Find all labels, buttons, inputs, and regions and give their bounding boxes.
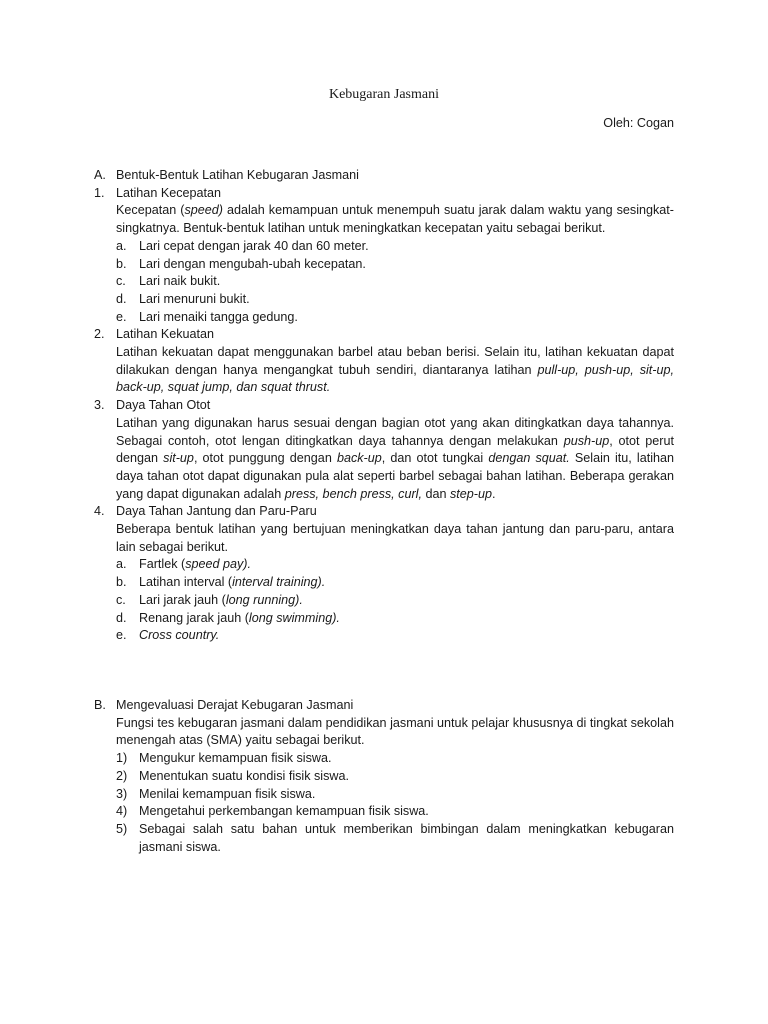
heading-text: Daya Tahan Otot [116, 398, 211, 413]
heading-text: Latihan Kekuatan [116, 327, 215, 342]
text-run: Lari dengan mengubah-ubah kecepatan. [139, 256, 366, 271]
text-run: . [492, 486, 496, 501]
sub-list-text [139, 273, 674, 291]
sub-list-marker: a. [116, 238, 127, 253]
italic-run: long running). [225, 592, 303, 607]
text-run: Menentukan suatu kondisi fisik siswa. [139, 768, 349, 783]
sub-list-marker: c. [116, 274, 126, 289]
sub-list-item [116, 610, 674, 628]
text-run: Kecepatan ( [116, 203, 185, 218]
sub-list-item [116, 803, 674, 821]
section-a-heading [94, 167, 674, 185]
italic-run: sit-up [163, 451, 194, 466]
italic-run: push-up [563, 433, 610, 448]
section-b-paragraph [116, 715, 674, 750]
text-run: Lari menaiki tangga gedung. [139, 309, 298, 324]
sub-list-item [116, 238, 674, 256]
text-run: Sebagai salah satu bahan untuk memberikan bimbingan dalam meningkatkan kebugaran jasmani siswa. [139, 821, 674, 854]
sub-list-text [139, 786, 674, 804]
sub-list-item [116, 273, 674, 291]
text-run: Latihan interval ( [139, 575, 233, 590]
sub-list-marker: 1) [116, 751, 128, 766]
sub-list-text [139, 238, 674, 256]
text-run: Mengetahui perkembangan kemampuan fisik siswa. [139, 804, 429, 819]
sub-list-text [139, 750, 674, 768]
text-run: Lari naik bukit. [139, 274, 221, 289]
text-run: , otot punggung dengan [193, 451, 337, 466]
heading-text: Daya Tahan Jantung dan Paru-Paru [116, 504, 317, 519]
sub-list-marker: b. [116, 256, 127, 271]
sub-list-marker: 5) [116, 821, 128, 836]
sub-list-text [139, 574, 674, 592]
sub-list-item [116, 627, 674, 645]
italic-run: long swimming). [248, 610, 340, 625]
section-b [94, 697, 674, 856]
list-item-1 [94, 185, 674, 203]
text-run: , dan otot tungkai [381, 451, 489, 466]
item-paragraph [116, 202, 674, 237]
sub-list-item [116, 256, 674, 274]
sub-list-marker: c. [116, 592, 126, 607]
sub-list-text [139, 592, 674, 610]
document-author: Oleh: Cogan [603, 116, 674, 130]
list-marker: 3. [94, 398, 105, 413]
sub-list-item [116, 309, 674, 327]
sub-list-text [139, 291, 674, 309]
sub-list-text [139, 610, 674, 628]
text-run: Lari cepat dengan jarak 40 dan 60 meter. [139, 238, 369, 253]
italic-run: Cross country. [139, 628, 220, 643]
text-run: adalah kemampuan untuk menempuh suatu jarak dalam waktu yang sesingkat-singkatnya. Bentuk-bentuk latihan untuk meningkatkan kecepatan yaitu sebagai berikut. [116, 203, 675, 236]
italic-run: back-up [336, 451, 382, 466]
sub-list-item [116, 821, 674, 856]
text-run: Beberapa bentuk latihan yang bertujuan meningkatkan daya tahan jantung dan paru-paru, antara lain sebagai berikut. [116, 522, 674, 554]
text-run: dan [421, 486, 450, 501]
italic-run: step-up [449, 486, 492, 501]
italic-run: speed) [184, 203, 223, 218]
list-marker: B. [94, 698, 106, 712]
sub-list-text [139, 803, 674, 821]
list-marker: 1. [94, 185, 105, 200]
sub-list-item [116, 574, 674, 592]
list-marker: 2. [94, 327, 105, 342]
sub-list-text [139, 309, 674, 327]
italic-run: press, bench press, curl, [284, 486, 422, 501]
italic-run: interval training). [232, 575, 326, 590]
sub-list-item [116, 291, 674, 309]
italic-run: pull-up, push-up, sit-up, back-up, squat jump, dan squat thrust. [116, 362, 674, 395]
sub-list-text [139, 556, 674, 574]
item-paragraph [116, 415, 674, 504]
sub-list-item [116, 786, 674, 804]
sub-list-item [116, 768, 674, 786]
sub-list-marker: e. [116, 628, 127, 643]
text-run: Renang jarak jauh ( [139, 610, 249, 625]
section-b-heading [94, 697, 674, 715]
document-title: Kebugaran Jasmani [328, 87, 440, 102]
sub-list-marker: b. [116, 575, 127, 590]
text-run: Selain itu, latihan daya tahan otot dapat digunakan pula alat seperti barbel sebagai bahan latihan. Beberapa gerakan yang dapat digunakan adalah [116, 451, 675, 501]
list-marker: 4. [94, 504, 105, 519]
text-run: Fartlek ( [139, 557, 186, 572]
list-item-3 [94, 397, 674, 415]
sub-list-marker: d. [116, 291, 127, 306]
sub-list-text [139, 256, 674, 274]
sub-list-marker: 2) [116, 768, 128, 783]
item-paragraph [116, 344, 674, 397]
text-run: Latihan kekuatan dapat menggunakan barbel atau beban berisi. Selain itu, latihan kekuatan dapat dilakukan dengan hanya mengangkat tubuh sendiri, diantaranya latihan [116, 345, 674, 377]
text-run: Latihan yang digunakan harus sesuai dengan bagian otot yang akan ditingkatkan daya tahannya. Sebagai contoh, otot lengan ditingkatkan daya tahannya dengan melakukan [116, 415, 674, 448]
list-item-4 [94, 503, 674, 521]
sub-list-text [139, 627, 674, 645]
italic-run: speed pay). [185, 557, 251, 572]
sub-list-item [116, 750, 674, 768]
text-run: Mengukur kemampuan fisik siswa. [139, 751, 332, 766]
sub-list-marker: 3) [116, 786, 128, 801]
sub-list-marker: a. [116, 557, 127, 572]
heading-text: Latihan Kecepatan [116, 185, 222, 200]
heading-text: Mengevaluasi Derajat Kebugaran Jasmani [116, 698, 354, 712]
sub-list-text [139, 768, 674, 786]
item-paragraph [116, 521, 674, 556]
text-run: Menilai kemampuan fisik siswa. [139, 786, 316, 801]
sub-list-marker: e. [116, 309, 127, 324]
section-a [94, 167, 674, 645]
sub-list-text [139, 821, 674, 856]
italic-run: dengan squat. [488, 451, 570, 466]
sub-list-marker: d. [116, 610, 127, 625]
list-item-2 [94, 326, 674, 344]
text-run: , otot perut dengan [116, 433, 674, 466]
text-run: Lari jarak jauh ( [139, 592, 226, 607]
heading-text: Bentuk-Bentuk Latihan Kebugaran Jasmani [116, 168, 359, 182]
text-run: Lari menuruni bukit. [139, 291, 250, 306]
list-marker: A. [94, 168, 106, 182]
sub-list-item [116, 592, 674, 610]
text-run: Fungsi tes kebugaran jasmani dalam pendidikan jasmani untuk pelajar khususnya di tingkat sekolah menengah atas (SMA) yaitu sebagai berikut. [116, 715, 674, 748]
sub-list-item [116, 556, 674, 574]
sub-list-marker: 4) [116, 804, 128, 819]
